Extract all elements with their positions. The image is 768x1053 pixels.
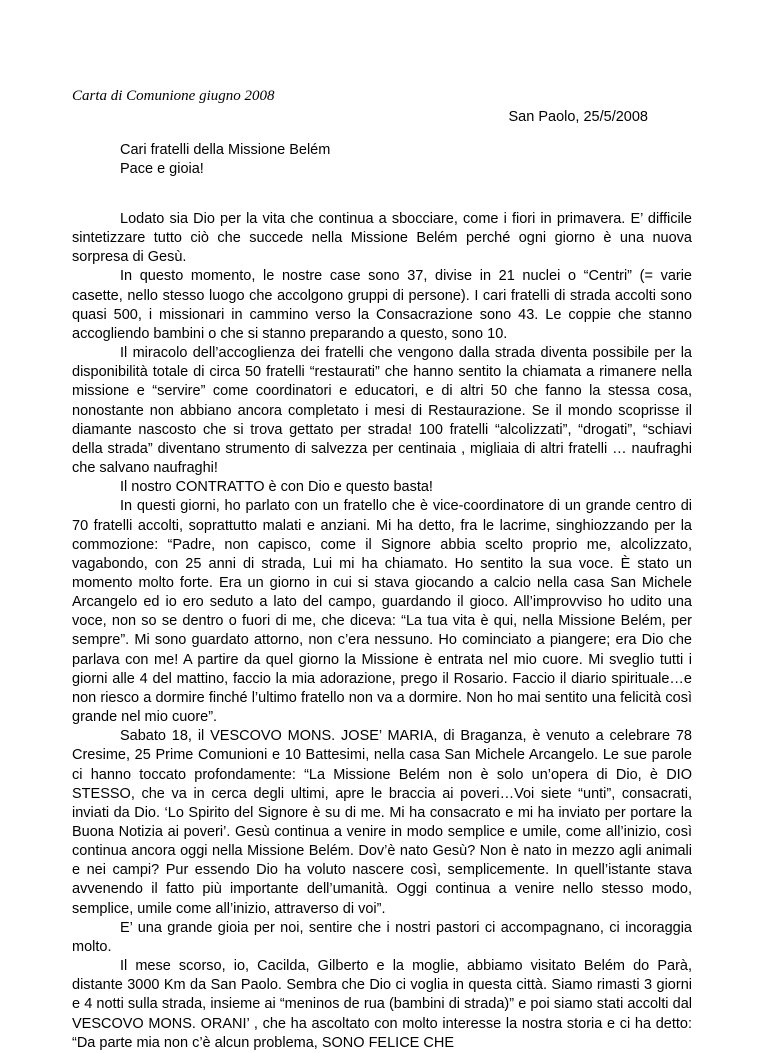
paragraph: Sabato 18, il VESCOVO MONS. JOSE’ MARIA, di Braganza, è venuto a celebrare 78 Cresime, 25 Prime Comunioni e 10 Battesimi, nella casa San Michele Arcangelo. Le sue parole ci hanno toccato profondamente: “La Missione Belém non è solo un’opera di Dio, è DIO STESSO, che va in cerca degli ultimi, apre le braccia ai poveri…Voi siete “unti”, consacrati, inviati da Dio. ‘Lo Spirito del Signore è su di me. Mi ha consacrato e mi ha inviato per portare la Buona Notizia ai poveri’. Gesù continua a venire in modo semplice e umile, come all’inizio, così continua ancora oggi nella Missione Belém. Dov’è nato Gesù? Non è nato in mezzo agli animali e nei campi? Pur essendo Dio ha voluto nascere così, semplicemente. In quell’istante stava avvenendo il fatto più importante dell’umanità. Oggi continua a venire nello stesso modo, semplice, umile come all’inizio, attraverso di voi”. <box>72 728 692 917</box>
paragraph: Il mese scorso, io, Cacilda, Gilberto e la moglie, abbiamo visitato Belém do Parà, distante 3000 Km da San Paolo. Sembra che Dio ci voglia in questa città. Siamo rimasti 3 giorni e 4 notti sulla strada, insieme ai “meninos de rua (bambini di strada)” e poi siamo stati accolti dal VESCOVO MONS. ORANI’ , che ha ascoltato con molto interesse la nostra storia e ci ha detto: “Da parte mia non c’è alcun problema, SONO FELICE CHE <box>72 958 692 1051</box>
paragraph: Lodato sia Dio per la vita che continua a sbocciare, come i fiori in primavera. E’ difficile sintetizzare tutto ciò che succede nella Missione Belém perché ogni giorno è una nuova sorpresa di Gesù. <box>72 211 692 266</box>
letter-heading: Carta di Comunione giugno 2008 <box>72 88 275 104</box>
greeting-line: Pace e gioia! <box>120 161 204 177</box>
paragraph: In questo momento, le nostre case sono 37, divise in 21 nuclei o “Centri” (= varie casette, nello stesso luogo che accolgono gruppi di persone). I cari fratelli di strada accolti sono quasi 500, i missionari in cammino verso la Consacrazione sono 43. Le coppie che stanno accogliendo bambini o che si stanno preparando a questo, sono 10. <box>72 268 692 342</box>
paragraph: Il nostro CONTRATTO è con Dio e questo basta! <box>120 479 433 496</box>
greeting-line: Cari fratelli della Missione Belém <box>120 142 331 158</box>
paragraph: In questi giorni, ho parlato con un fratello che è vice-coordinatore di un grande centro di 70 fratelli accolti, soprattutto malati e anziani. Mi ha detto, fra le lacrime, singhiozzando per la commozione: “Padre, non capisco, come il Signore abbia scelto proprio me, alcolizzato, vagabondo, con 25 anni di strada, Lui mi ha chiamato. Ho sentito la sua voce. È stato un momento molto forte. Era un giorno in cui si stava giocando a calcio nella casa San Michele Arcangelo ed io ero seduto a lato del campo, guardando il gioco. All’improvviso ho udito una voce, non so se dentro o fuori di me, che diceva: “La tua vita è qui, nella Missione Belém, per sempre”. Mi sono guardato attorno, non c’era nessuno. Ho cominciato a piangere; era Dio che parlava con me! A partire da quel giorno la Missione è entrata nel mio cuore. Mi sveglio tutti i giorni alle 4 del mattino, faccio la mia adorazione, prego il Rosario. Faccio il diario spirituale…e non riesco a dormire finché l’ultimo fratello non va a dormire. Non ho mai sentito una felicità così grande nel mio cuore”. <box>72 498 692 726</box>
date-line: San Paolo, 25/5/2008 <box>508 109 648 125</box>
greeting <box>120 141 330 179</box>
paragraph: E’ una grande gioia per noi, sentire che i nostri pastori ci accompagnano, ci incoraggia molto. <box>72 919 692 955</box>
letter-body <box>72 210 692 1053</box>
paragraph: Il miracolo dell’accoglienza dei fratelli che vengono dalla strada diventa possibile per la disponibilità totale di circa 50 fratelli “restaurati” che hanno sentito la chiamata a rimanere nella missione e “servire” come coordinatori e educatori, e di altri 50 che fanno la stessa cosa, nonostante non abbiano ancora completato i mesi di Restaurazione. Se il mondo scoprisse il diamante nascosto che si trova gettato per strada! 100 fratelli “alcolizzati”, “drogati”, “schiavi della strada” diventano strumento di salvezza per centinaia , migliaia di altri fratelli … naufraghi che salvano naufraghi! <box>72 345 692 477</box>
